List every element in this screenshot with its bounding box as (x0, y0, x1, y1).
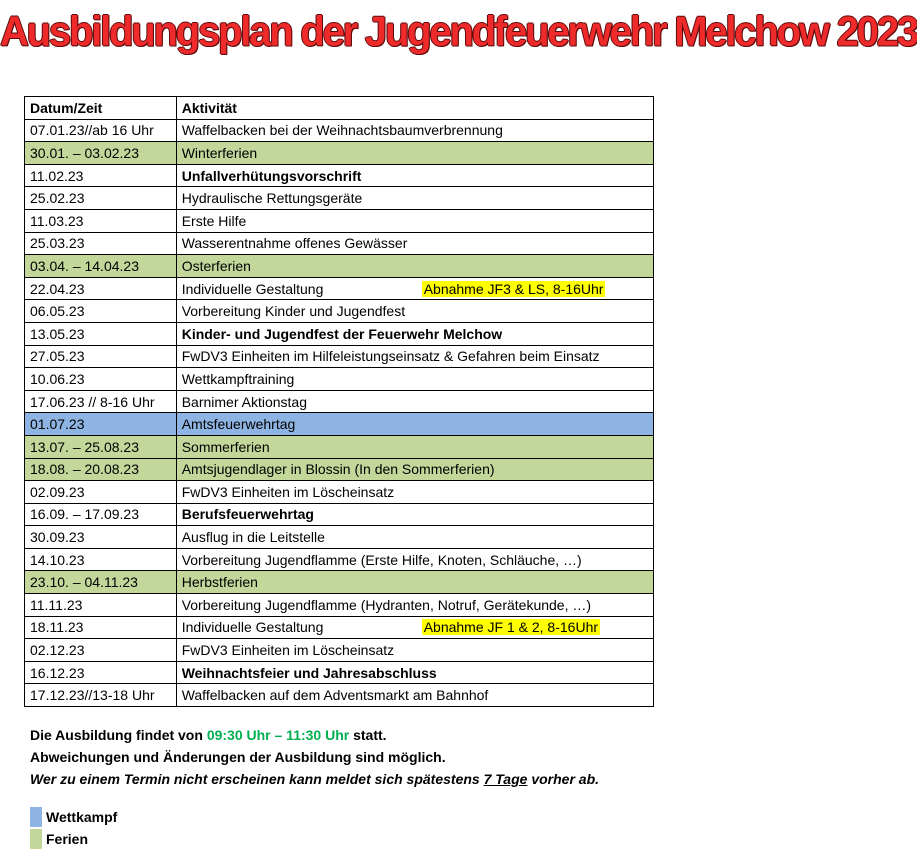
row-date: 17.06.23 // 8-16 Uhr (25, 390, 177, 413)
row-activity-text: Weihnachtsfeier und Jahresabschluss (181, 664, 437, 681)
table-row (25, 594, 654, 617)
row-date: 02.09.23 (25, 481, 177, 504)
row-activity (176, 322, 653, 345)
legend-item-wettkampf (30, 806, 117, 828)
legend (30, 806, 117, 850)
legend-item-ferien (30, 828, 117, 850)
row-date: 03.04. – 14.04.23 (25, 255, 177, 278)
row-activity-wrap (182, 348, 653, 364)
info-line-changes: Abweichungen und Änderungen der Ausbildung sind möglich. (30, 749, 446, 765)
row-activity-text: Hydraulische Rettungsgeräte (181, 190, 363, 207)
row-activity-text: Ausflug in die Leitstelle (181, 529, 325, 546)
row-date: 14.10.23 (25, 548, 177, 571)
row-date: 13.05.23 (25, 322, 177, 345)
row-activity-wrap (182, 506, 653, 522)
row-activity-wrap (182, 145, 653, 161)
table-row (25, 639, 654, 662)
row-date: 17.12.23//13-18 Uhr (25, 684, 177, 707)
row-activity-wrap (182, 642, 653, 658)
row-activity (176, 458, 653, 481)
table-row (25, 413, 654, 436)
table-row (25, 526, 654, 549)
row-activity-wrap (182, 190, 653, 206)
row-activity-wrap (182, 416, 653, 432)
row-activity (176, 119, 653, 142)
row-activity-text: Osterferien (181, 257, 251, 274)
row-activity-wrap (182, 326, 653, 342)
row-activity (176, 142, 653, 165)
row-activity-wrap (182, 574, 653, 590)
row-activity-text: FwDV3 Einheiten im Löscheinsatz (181, 642, 395, 659)
row-activity-text: Unfallverhütungsvorschrift (181, 167, 362, 184)
table-row (25, 119, 654, 142)
row-activity (176, 526, 653, 549)
table-row (25, 661, 654, 684)
row-activity-wrap (182, 619, 653, 635)
row-date: 16.09. – 17.09.23 (25, 503, 177, 526)
row-date: 18.08. – 20.08.23 (25, 458, 177, 481)
row-date: 01.07.23 (25, 413, 177, 436)
row-activity-wrap (182, 687, 653, 703)
row-date: 06.05.23 (25, 300, 177, 323)
row-date: 23.10. – 04.11.23 (25, 571, 177, 594)
row-activity (176, 616, 653, 639)
row-activity (176, 164, 653, 187)
row-activity-text: Berufsfeuerwehrtag (181, 506, 314, 523)
table-row (25, 277, 654, 300)
table-row (25, 345, 654, 368)
row-date: 27.05.23 (25, 345, 177, 368)
row-activity-wrap (182, 529, 653, 545)
table-row (25, 684, 654, 707)
table-row (25, 164, 654, 187)
row-date: 18.11.23 (25, 616, 177, 639)
row-activity-text: Amtsjugendlager in Blossin (In den Sommerferien) (181, 461, 495, 478)
row-activity (176, 187, 653, 210)
row-date: 22.04.23 (25, 277, 177, 300)
row-activity-text: FwDV3 Einheiten im Hilfeleistungseinsatz & Gefahren beim Einsatz (181, 348, 600, 365)
row-date: 30.09.23 (25, 526, 177, 549)
row-activity-text: Wasserentnahme offenes Gewässer (181, 235, 408, 252)
info-time-range: 09:30 Uhr – 11:30 Uhr (206, 727, 350, 743)
row-activity-wrap (182, 552, 653, 568)
header-activity: Aktivität (176, 97, 653, 120)
row-activity-wrap (182, 122, 653, 138)
row-activity-text: Erste Hilfe (181, 212, 247, 229)
row-activity-text: Vorbereitung Jugendflamme (Hydranten, Notruf, Gerätekunde, …) (181, 596, 592, 613)
table-row (25, 548, 654, 571)
row-activity-text: Individuelle Gestaltung (181, 280, 324, 297)
table-row (25, 458, 654, 481)
row-activity-text: Sommerferien (181, 438, 270, 455)
row-date: 25.02.23 (25, 187, 177, 210)
row-date: 07.01.23//ab 16 Uhr (25, 119, 177, 142)
row-activity (176, 232, 653, 255)
table-header-row (25, 97, 654, 120)
info-absence-prefix: Wer zu einem Termin nicht erscheinen kann meldet sich spätestens (30, 771, 484, 787)
row-activity (176, 639, 653, 662)
page-title: Ausbildungsplan der Jugendfeuerwehr Melchow 2023 (0, 8, 917, 56)
table-row (25, 255, 654, 278)
row-activity (176, 300, 653, 323)
row-activity-wrap (182, 461, 653, 477)
table-row (25, 571, 654, 594)
table-row (25, 368, 654, 391)
info-absence-days: 7 Tage (483, 771, 528, 787)
row-date: 25.03.23 (25, 232, 177, 255)
row-activity-text: Barnimer Aktionstag (181, 393, 307, 410)
row-highlight-note: Abnahme JF3 & LS, 8-16Uhr (423, 280, 604, 297)
row-activity (176, 661, 653, 684)
info-time-prefix: Die Ausbildung findet von (30, 727, 207, 743)
row-activity-wrap (182, 303, 653, 319)
info-line-absence (30, 768, 599, 790)
row-date: 11.02.23 (25, 164, 177, 187)
info-block (30, 724, 599, 790)
row-highlight-note: Abnahme JF 1 & 2, 8-16Uhr (423, 619, 599, 636)
row-activity-text: Vorbereitung Jugendflamme (Erste Hilfe, Knoten, Schläuche, …) (181, 551, 582, 568)
table-row (25, 209, 654, 232)
row-activity-text: FwDV3 Einheiten im Löscheinsatz (181, 483, 395, 500)
table-row (25, 616, 654, 639)
table-row (25, 503, 654, 526)
info-line-time (30, 724, 599, 746)
row-activity-wrap (182, 213, 653, 229)
row-activity-text: Waffelbacken bei der Weihnachtsbaumverbrennung (181, 122, 503, 139)
row-activity-text: Amtsfeuerwehrtag (181, 416, 296, 433)
schedule-rows (25, 119, 654, 706)
legend-label-ferien: Ferien (46, 831, 89, 847)
row-activity-text: Kinder- und Jugendfest der Feuerwehr Melchow (181, 325, 503, 342)
table-row (25, 187, 654, 210)
info-time-suffix: statt. (349, 727, 387, 743)
table-row (25, 300, 654, 323)
row-activity-wrap (182, 258, 653, 274)
row-activity (176, 390, 653, 413)
table-row (25, 232, 654, 255)
row-activity-text: Winterferien (181, 144, 258, 161)
row-activity (176, 571, 653, 594)
schedule-table (24, 96, 654, 707)
row-activity (176, 345, 653, 368)
row-activity-text: Waffelbacken auf dem Adventsmarkt am Bahnhof (181, 687, 489, 704)
row-activity-text: Herbstferien (181, 574, 258, 591)
row-activity (176, 209, 653, 232)
row-activity-text: Vorbereitung Kinder und Jugendfest (181, 303, 406, 320)
row-activity (176, 368, 653, 391)
table-row (25, 322, 654, 345)
row-activity-wrap (182, 281, 653, 297)
legend-swatch-wettkampf (30, 807, 42, 827)
row-date: 11.11.23 (25, 594, 177, 617)
row-activity-wrap (182, 394, 653, 410)
row-activity (176, 255, 653, 278)
row-activity-text: Wettkampftraining (181, 370, 295, 387)
row-activity (176, 413, 653, 436)
table-row (25, 142, 654, 165)
row-activity (176, 481, 653, 504)
row-activity (176, 594, 653, 617)
legend-label-wettkampf: Wettkampf (46, 809, 118, 825)
row-activity-wrap (182, 235, 653, 251)
row-activity (176, 548, 653, 571)
row-activity (176, 277, 653, 300)
table-row (25, 390, 654, 413)
row-date: 13.07. – 25.08.23 (25, 435, 177, 458)
table-row (25, 435, 654, 458)
row-activity (176, 503, 653, 526)
info-absence-suffix: vorher ab. (527, 771, 600, 787)
row-activity (176, 684, 653, 707)
row-activity-wrap (182, 439, 653, 455)
row-activity-wrap (182, 168, 653, 184)
table-row (25, 481, 654, 504)
row-activity-text: Individuelle Gestaltung (181, 619, 324, 636)
row-date: 02.12.23 (25, 639, 177, 662)
row-date: 30.01. – 03.02.23 (25, 142, 177, 165)
row-activity (176, 435, 653, 458)
row-activity-wrap (182, 371, 653, 387)
row-activity-wrap (182, 597, 653, 613)
row-activity-wrap (182, 665, 653, 681)
row-date: 11.03.23 (25, 209, 177, 232)
row-date: 10.06.23 (25, 368, 177, 391)
row-activity-wrap (182, 484, 653, 500)
row-date: 16.12.23 (25, 661, 177, 684)
legend-swatch-ferien (30, 829, 42, 849)
header-date: Datum/Zeit (25, 97, 177, 120)
